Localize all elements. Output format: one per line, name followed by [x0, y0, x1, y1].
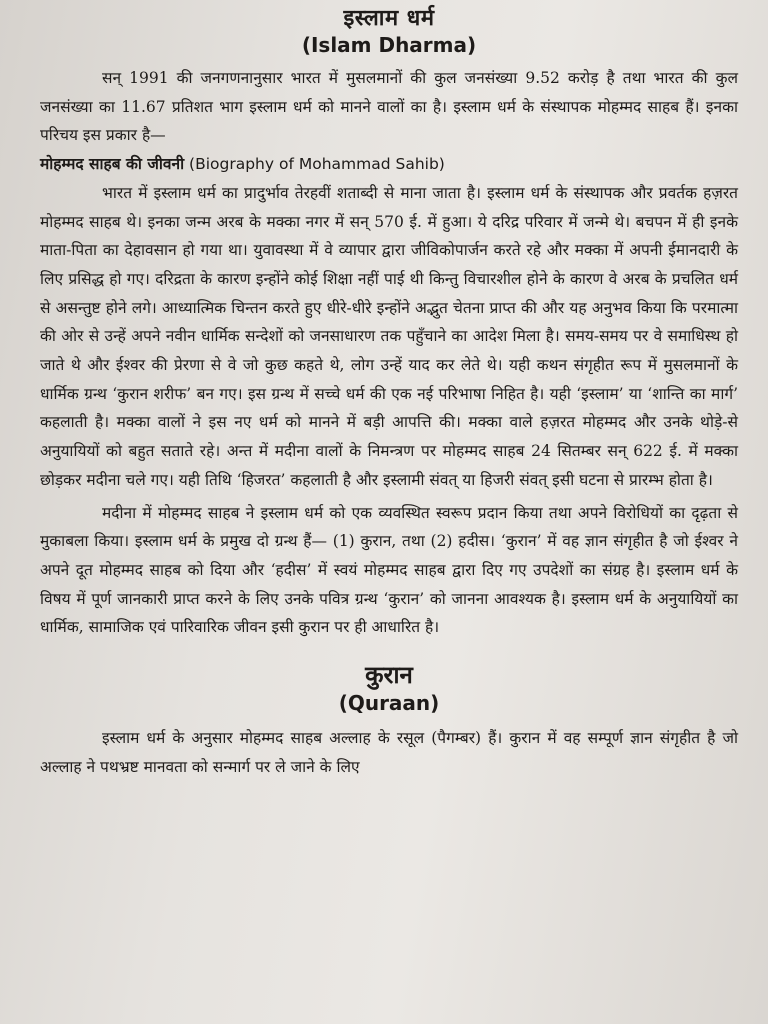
biography-heading-hindi: मोहम्मद साहब की जीवनी — [40, 154, 185, 174]
intro-paragraph — [40, 64, 738, 150]
quran-text: इस्लाम धर्म के अनुसार मोहम्मद साहब अल्लाह के रसूल (पैगम्बर) हैं। कुरान में वह सम्पूर्ण ज्ञान संगृहीत है जो अल्लाह ने पथभ्रष्ट मानवता को सन्मार्ग पर ले जाने के लिए — [40, 729, 738, 776]
intro-text: सन् 1991 की जनगणनानुसार भारत में मुसलमानों की कुल जनसंख्या 9.52 करोड़ है तथा भारत की कुल जनसंख्या का 11.67 प्रतिशत भाग इस्लाम धर्म को मानने वालों का है। इस्लाम धर्म के संस्थापक मोहम्मद साहब हैं। इनका परिचय इस प्रकार है— — [40, 69, 738, 145]
chapter-title-hindi: इस्लाम धर्म — [343, 5, 435, 31]
biography-paragraph-2 — [40, 499, 738, 643]
chapter-title-english: (Islam Dharma) — [301, 33, 477, 57]
biography-paragraph-1 — [40, 179, 738, 495]
biography-heading — [40, 150, 738, 179]
quran-paragraph — [40, 724, 738, 781]
biography-text-2: मदीना में मोहम्मद साहब ने इस्लाम धर्म को एक व्यवस्थित स्वरूप प्रदान किया तथा अपने विरोधियों का दृढ़ता से मुकाबला किया। इस्लाम धर्म के प्रमुख दो ग्रन्थ हैं— (1) कुरान, तथा (2) हदीस। ‘कुरान’ में वह ज्ञान संगृहीत है जो ईश्वर ने अपने दूत मोहम्मद साहब को दिया और ‘हदीस’ में स्वयं मोहम्मद साहब द्वारा दिए गए उपदेशों का संग्रह है। इस्लाम धर्म के विषय में पूर्ण जानकारी प्राप्त करने के लिए उनके पवित्र ग्रन्थ ‘कुरान’ को जानना आवश्यक है। इस्लाम धर्म के अनुयायियों का धार्मिक, सामाजिक एवं पारिवारिक जीवन इसी कुरान पर ही आधारित है। — [40, 503, 738, 637]
biography-text-1: भारत में इस्लाम धर्म का प्रादुर्भाव तेरहवीं शताब्दी से माना जाता है। इस्लाम धर्म के संस्थापक और प्रवर्तक हज़रत मोहम्मद साहब थे। इनका जन्म अरब के मक्का नगर में सन् 570 ई. में हुआ। ये दरिद्र परिवार में जन्मे थे। बचपन में ही इनके माता-पिता का देहावसान हो गया था। युवावस्था में वे व्यापार द्वारा जीविकोपार्जन करते रहे और मक्का में अपनी ईमानदारी के लिए प्रसिद्ध हो गए। दरिद्रता के कारण इन्होंने कोई शिक्षा नहीं पाई थी किन्तु विचारशील होने के कारण वे अरब के प्रचलित धर्म से असन्तुष्ट होने लगे। आध्यात्मिक चिन्तन करते हुए धीरे-धीरे इन्होंने अद्भुत चेतना प्राप्त की और यह अनुभव किया कि परमात्मा की ओर से उन्हें अपने नवीन धार्मिक सन्देशों को जनसाधारण तक पहुँचाने का आदेश मिला है। समय-समय पर वे समाधिस्थ हो जाते थे और ईश्वर की प्रेरणा से वे जो कुछ कहते थे, लोग उन्हें याद कर लेते थे। यही कथन संगृहीत रूप में मुसलमानों के धार्मिक ग्रन्थ ‘कुरान शरीफ’ बन गए। इस ग्रन्थ में सच्चे धर्म की एक नई परिभाषा निहित है। यही ‘इस्लाम’ या ‘शान्ति का मार्ग’ कहलाती है। मक्का वालों ने इस नए धर्म को मानने में बड़ी आपत्ति की। मक्का वाले हज़रत मोहम्मद और उनके थोड़े-से अनुयायियों को बहुत सताते रहे। अन्त में मदीना वालों के निमन्त्रण पर मोहम्मद साहब 24 सितम्बर सन् 622 ई. में मक्का छोड़कर मदीना चले गए। यही तिथि ‘हिजरत’ कहलाती है और इस्लामी संवत् या हिजरी संवत् इसी घटना से प्रारम्भ होता है। — [40, 183, 738, 489]
quran-title-hindi: कुरान — [365, 660, 413, 690]
quran-title-english: (Quraan) — [338, 691, 440, 716]
biography-heading-english: (Biography of Mohammad Sahib) — [189, 155, 445, 174]
